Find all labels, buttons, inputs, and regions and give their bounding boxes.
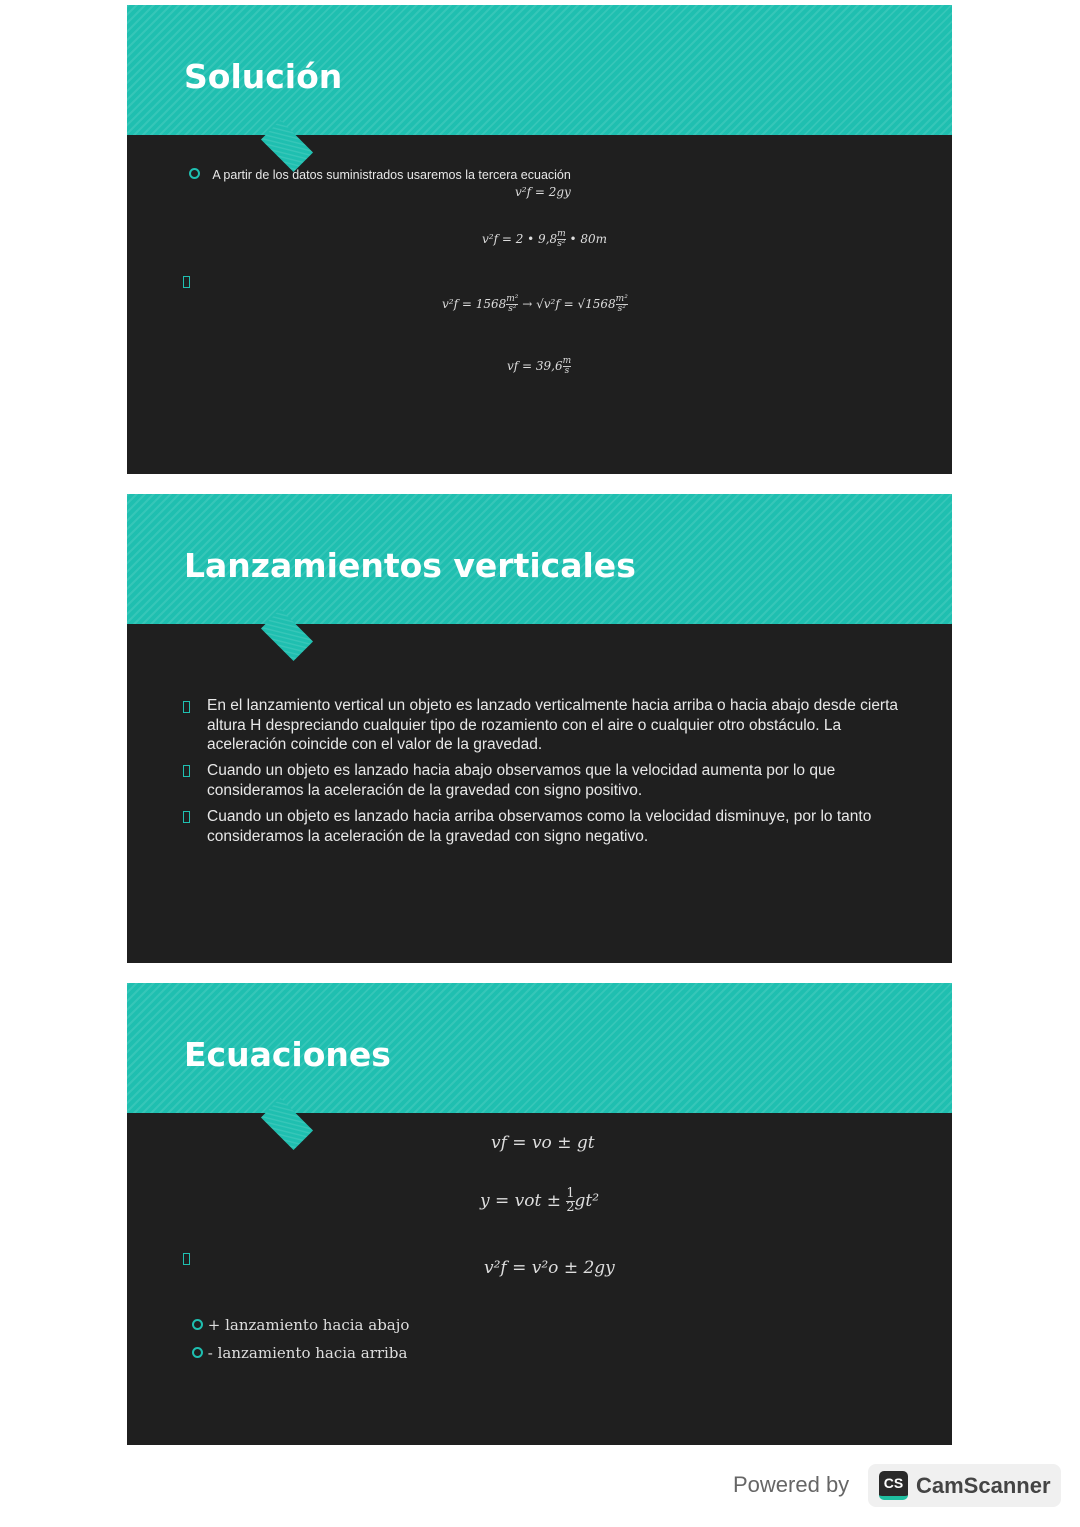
sign-row [192,1316,409,1334]
equation: v²f = v²o ± 2gy [484,1258,615,1278]
slide-title: Ecuaciones [184,1035,391,1074]
placeholder-bullet-icon [183,811,190,823]
eq-text: gt² [574,1190,600,1211]
bullet-text: Cuando un objeto es lanzado hacia abajo observamos que la velocidad aumenta por lo que consideramos la aceleración de la gravedad con signo positivo. [207,762,836,799]
ring-bullet-icon [192,1319,203,1330]
camscanner-badge [868,1464,1061,1507]
equation: vf = vo ± gt [491,1133,595,1153]
eq-text: vf = 39,6 [507,359,563,373]
camscanner-logo-icon: CS [879,1471,908,1500]
eq-text: → √v²f = √1568 [522,297,616,311]
eq-text: v²f = 2 • 9,8 [482,232,558,246]
bullet-text: Cuando un objeto es lanzado hacia arriba observamos como la velocidad disminuye, por lo tanto consideramos la aceleración de la gravedad con signo negativo. [207,808,872,845]
equation [442,295,628,314]
equation [507,357,571,376]
slide-title: Solución [184,57,343,96]
equation: v²f = 2gy [515,185,571,199]
bullet-text: A partir de los datos suministrados usaremos la tercera ecuación [212,168,571,182]
fraction: $\frac{m}{s}$ [562,356,572,376]
brand-name: CamScanner [916,1473,1051,1498]
fraction: $\frac{m}{\text{s²}}$ [557,229,566,249]
bullet-row [189,165,571,186]
placeholder-bullet-icon [183,276,190,288]
sign-text: + lanzamiento hacia abajo [207,1316,410,1334]
fraction: $\frac{\text{m²}}{\text{s²}}$ [506,294,519,314]
slide-ecuaciones [127,983,952,1445]
eq-text: • 80m [569,232,608,246]
slide-lanzamientos [127,494,952,963]
placeholder-bullet-icon [183,1253,190,1265]
placeholder-bullet-icon [183,701,190,713]
placeholder-bullet-icon [183,765,190,777]
sign-text: - lanzamiento hacia arriba [207,1344,408,1362]
sign-row [192,1344,407,1362]
equation [482,230,607,249]
powered-by-label: Powered by [733,1472,850,1497]
slide-solucion [127,5,952,474]
ring-bullet-icon [189,168,200,179]
fraction: $\frac{1}{2}$ [566,1186,575,1215]
ring-bullet-icon [192,1347,203,1358]
equation [480,1188,599,1215]
bullet-text: En el lanzamiento vertical un objeto es lanzado verticalmente hacia arriba o hacia abajo desde cierta altura H despreciando cualquier tipo de rozamiento con el aire o cualquier otro obstáculo. La aceleración coincide con el valor de la gravedad. [207,697,899,753]
eq-text: v²f = 1568 [442,297,507,311]
eq-text: y = vot ± [480,1190,561,1211]
fraction: $\frac{\text{m²}}{\text{s²}}$ [615,294,628,314]
slide-title: Lanzamientos verticales [184,546,636,585]
